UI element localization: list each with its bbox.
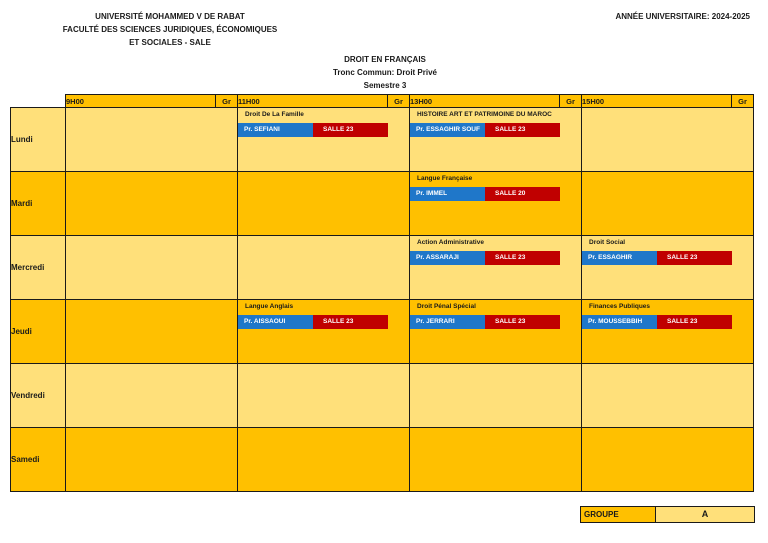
- day-label: Samedi: [11, 428, 66, 492]
- group-value: A: [656, 507, 754, 522]
- group-col-header: Gr: [732, 95, 754, 108]
- timetable-cell: [238, 236, 410, 300]
- group-label: GROUPE: [581, 507, 656, 522]
- room-label: SALLE 23: [657, 251, 732, 265]
- professor-label: Pr. JERRARI: [410, 315, 485, 329]
- timetable-cell: [582, 108, 754, 172]
- group-col-header: Gr: [560, 95, 582, 108]
- course-title: Droit Pénal Spécial: [417, 303, 476, 310]
- course-title: Droit De La Famille: [245, 111, 304, 118]
- course-title: Finances Publiques: [589, 303, 651, 310]
- professor-label: Pr. ESSAGHIR: [582, 251, 657, 265]
- session-info-bar: [410, 187, 560, 201]
- timetable: [10, 94, 754, 492]
- course-title: HISTOIRE ART ET PATRIMOINE DU MAROC: [417, 111, 552, 118]
- timetable-cell: [582, 364, 754, 428]
- room-label: SALLE 23: [313, 315, 388, 329]
- day-label: Mercredi: [11, 236, 66, 300]
- session-info-bar: [410, 315, 560, 329]
- timetable-cell: [238, 172, 410, 236]
- group-col-header: Gr: [388, 95, 410, 108]
- group-col-header: Gr: [216, 95, 238, 108]
- university-name: UNIVERSITÉ MOHAMMED V DE RABAT: [95, 12, 245, 21]
- timetable-cell: [66, 236, 238, 300]
- timetable-cell: [66, 428, 238, 492]
- timetable-cell: [238, 428, 410, 492]
- room-label: SALLE 23: [485, 251, 560, 265]
- day-row: [11, 300, 754, 364]
- timetable-cell: [582, 428, 754, 492]
- timetable-cell: [238, 300, 410, 364]
- day-row: [11, 428, 754, 492]
- timetable-cell: [410, 172, 582, 236]
- timetable-cell: [66, 108, 238, 172]
- room-label: SALLE 23: [485, 315, 560, 329]
- day-row: [11, 172, 754, 236]
- slot-header: 9H00: [66, 95, 216, 108]
- timetable-cell: [410, 236, 582, 300]
- university-header: [30, 10, 310, 49]
- group-indicator: [580, 506, 755, 523]
- course-title: Action Administrative: [417, 239, 484, 246]
- session-info-bar: [410, 123, 560, 137]
- timetable-cell: [582, 172, 754, 236]
- timetable-cell: [66, 172, 238, 236]
- timetable-cell: [582, 300, 754, 364]
- session-info-bar: [238, 315, 388, 329]
- program-title: DROIT EN FRANÇAIS: [344, 55, 426, 64]
- session-info-bar: [410, 251, 560, 265]
- program-track: Tronc Commun: Droit Privé: [332, 68, 437, 77]
- program-header: [280, 53, 490, 92]
- timetable-cell: [238, 364, 410, 428]
- course-title: Langue Anglais: [245, 303, 294, 310]
- room-label: SALLE 23: [313, 123, 388, 137]
- professor-label: Pr. SEFIANI: [238, 123, 313, 137]
- timetable-cell: [410, 364, 582, 428]
- room-label: SALLE 20: [485, 187, 560, 201]
- timetable-header-row: [11, 95, 754, 108]
- day-label: Jeudi: [11, 300, 66, 364]
- timetable-cell: [410, 428, 582, 492]
- slot-header: 11H00: [238, 95, 388, 108]
- professor-label: Pr. AISSAOUI: [238, 315, 313, 329]
- session-info-bar: [582, 251, 732, 265]
- academic-year: ANNÉE UNIVERSITAIRE: 2024-2025: [615, 12, 750, 21]
- timetable-cell: [66, 364, 238, 428]
- faculty-location: ET SOCIALES - SALE: [129, 38, 211, 47]
- header-corner: [11, 95, 66, 108]
- timetable-cell: [410, 108, 582, 172]
- session-info-bar: [238, 123, 388, 137]
- day-label: Lundi: [11, 108, 66, 172]
- session-info-bar: [582, 315, 732, 329]
- timetable-cell: [66, 300, 238, 364]
- slot-header: 13H00: [410, 95, 560, 108]
- course-title: Droit Social: [589, 239, 626, 246]
- timetable-cell: [410, 300, 582, 364]
- day-row: [11, 364, 754, 428]
- faculty-name: FACULTÉ DES SCIENCES JURIDIQUES, ÉCONOMIQUES: [62, 25, 278, 34]
- professor-label: Pr. IMMEL: [410, 187, 485, 201]
- timetable-cell: [582, 236, 754, 300]
- day-label: Mardi: [11, 172, 66, 236]
- program-semester: Semestre 3: [363, 81, 407, 90]
- slot-header: 15H00: [582, 95, 732, 108]
- day-row: [11, 236, 754, 300]
- day-row: [11, 108, 754, 172]
- professor-label: Pr. ASSARAJI: [410, 251, 485, 265]
- course-title: Langue Française: [417, 175, 473, 182]
- day-label: Vendredi: [11, 364, 66, 428]
- room-label: SALLE 23: [657, 315, 732, 329]
- timetable-cell: [238, 108, 410, 172]
- professor-label: Pr. ESSAGHIR SOUF: [410, 123, 485, 137]
- room-label: SALLE 23: [485, 123, 560, 137]
- professor-label: Pr. MOUSSEBBIH: [582, 315, 657, 329]
